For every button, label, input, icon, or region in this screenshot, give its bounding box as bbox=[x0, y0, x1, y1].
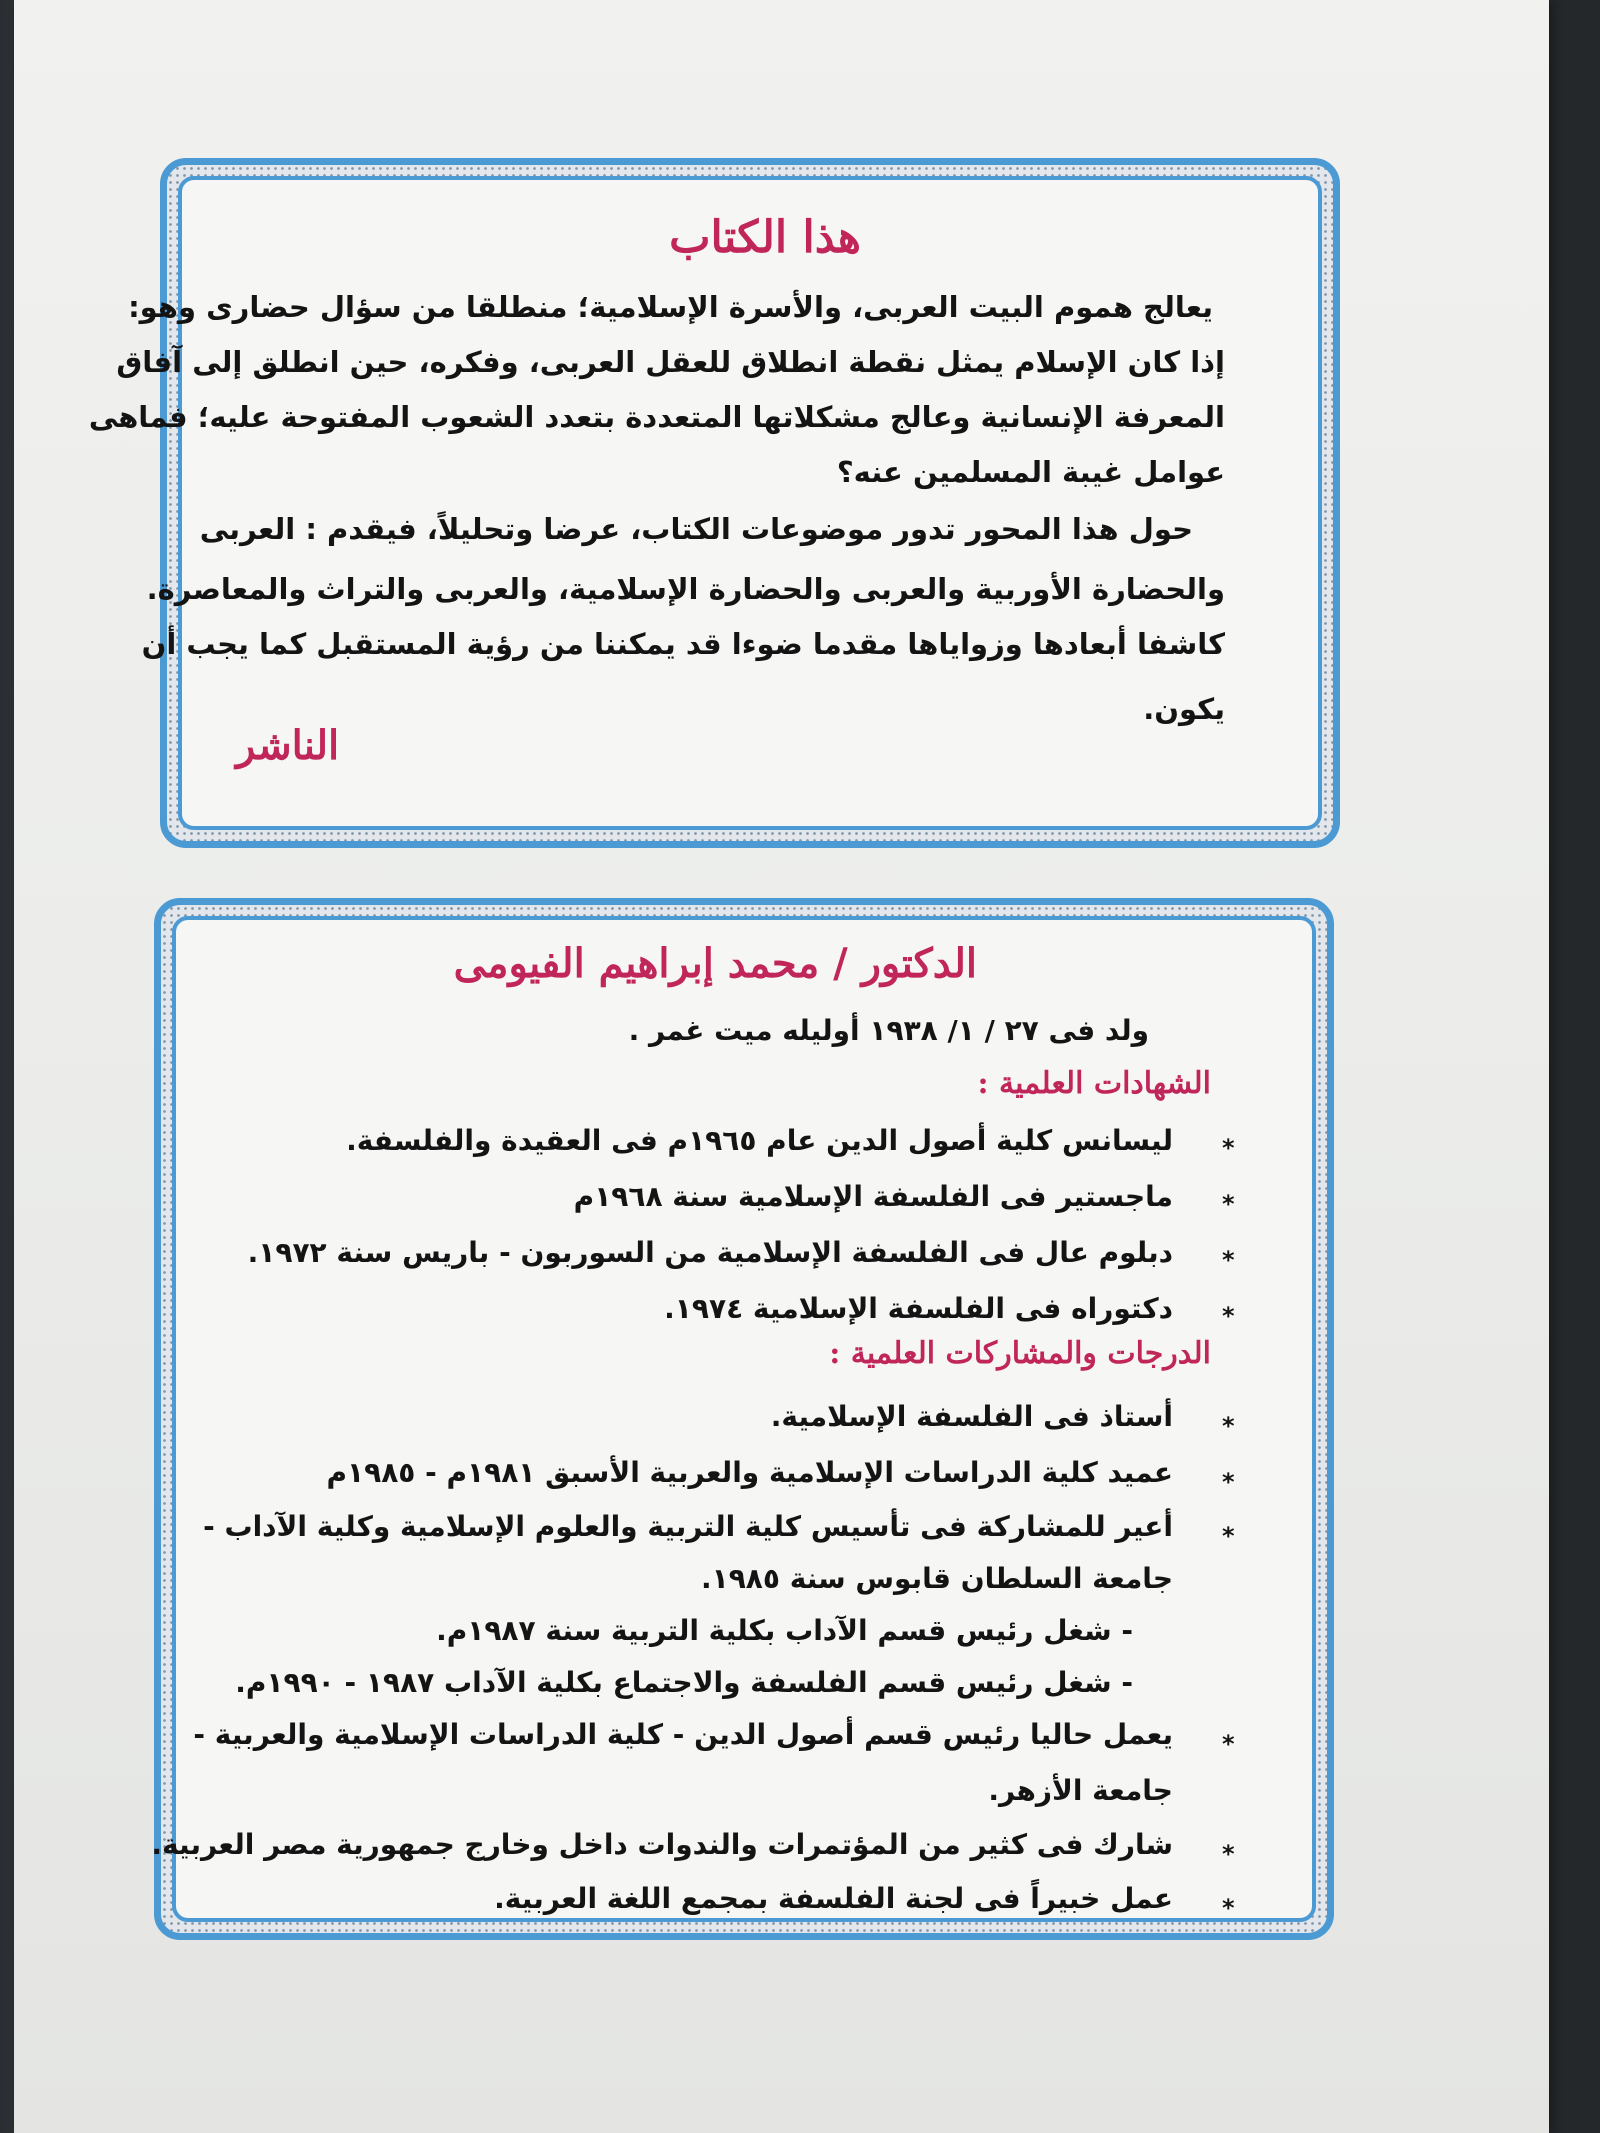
publisher-signature: الناشر bbox=[236, 722, 340, 769]
author-name-title: الدكتور / محمد إبراهيم الفيومى bbox=[453, 940, 977, 987]
rank-item: عمل خبيراً فى لجنة الفلسفة بمجمع اللغة العربية. bbox=[494, 1882, 1173, 1915]
degree-bullet: * bbox=[1222, 1190, 1235, 1218]
degree-bullet: * bbox=[1222, 1246, 1235, 1274]
rank-bullet: * bbox=[1222, 1522, 1235, 1550]
ranks-heading: الدرجات والمشاركات العلمية : bbox=[829, 1336, 1211, 1371]
rank-bullet: * bbox=[1222, 1840, 1235, 1868]
rank-item: يعمل حاليا رئيس قسم أصول الدين - كلية الدراسات الإسلامية والعربية - bbox=[193, 1718, 1173, 1751]
book-section-title: هذا الكتاب bbox=[669, 212, 861, 263]
rank-item: عميد كلية الدراسات الإسلامية والعربية الأسبق ١٩٨١م - ١٩٨٥م bbox=[326, 1456, 1173, 1489]
book-paragraph2-line: والحضارة الأوربية والعربى والحضارة الإسلامية، والعربى والتراث والمعاصرة. bbox=[146, 572, 1225, 606]
degree-item: ماجستير فى الفلسفة الإسلامية سنة ١٩٦٨م bbox=[573, 1180, 1173, 1213]
rank-item-continuation: جامعة الأزهر. bbox=[988, 1774, 1173, 1807]
book-paragraph1-line: يعالج هموم البيت العربى، والأسرة الإسلامية؛ منطلقا من سؤال حضارى وهو: bbox=[128, 290, 1213, 324]
book-paragraph2-line: يكون. bbox=[1143, 692, 1225, 726]
rank-bullet: * bbox=[1222, 1894, 1235, 1922]
rank-subitem: - شغل رئيس قسم الآداب بكلية التربية سنة ١٩٨٧م. bbox=[436, 1614, 1133, 1647]
degrees-heading: الشهادات العلمية : bbox=[977, 1066, 1211, 1101]
rank-item: شارك فى كثير من المؤتمرات والندوات داخل وخارج جمهورية مصر العربية. bbox=[151, 1828, 1173, 1861]
book-paragraph1-line: عوامل غيبة المسلمين عنه؟ bbox=[836, 455, 1225, 489]
rank-bullet: * bbox=[1222, 1412, 1235, 1440]
rank-bullet: * bbox=[1222, 1730, 1235, 1758]
book-description-panel bbox=[178, 176, 1322, 830]
rank-item-continuation: جامعة السلطان قابوس سنة ١٩٨٥. bbox=[700, 1562, 1173, 1595]
rank-item: أعير للمشاركة فى تأسيس كلية التربية والعلوم الإسلامية وكلية الآداب - bbox=[203, 1510, 1173, 1543]
rank-subitem: - شغل رئيس قسم الفلسفة والاجتماع بكلية الآداب ١٩٨٧ - ١٩٩٠م. bbox=[235, 1666, 1133, 1699]
rank-item: أستاذ فى الفلسفة الإسلامية. bbox=[770, 1400, 1173, 1433]
degree-item: دبلوم عال فى الفلسفة الإسلامية من السوربون - باريس سنة ١٩٧٢. bbox=[247, 1236, 1173, 1269]
degree-item: دكتوراه فى الفلسفة الإسلامية ١٩٧٤. bbox=[664, 1292, 1173, 1325]
book-paragraph1-line: إذا كان الإسلام يمثل نقطة انطلاق للعقل العربى، وفكره، حين انطلق إلى آفاق bbox=[116, 345, 1225, 379]
book-back-cover bbox=[14, 0, 1549, 2133]
rank-bullet: * bbox=[1222, 1468, 1235, 1496]
book-paragraph1-line: المعرفة الإنسانية وعالج مشكلاتها المتعددة بتعدد الشعوب المفتوحة عليه؛ فماهى bbox=[88, 400, 1225, 434]
degree-bullet: * bbox=[1222, 1134, 1235, 1162]
book-paragraph2-line: حول هذا المحور تدور موضوعات الكتاب، عرضا وتحليلاً، فيقدم : العربى bbox=[199, 512, 1193, 546]
author-birth-info: ولد فى ٢٧ / ١/ ١٩٣٨ أوليله ميت غمر . bbox=[628, 1014, 1149, 1047]
book-paragraph2-line: كاشفا أبعادها وزواياها مقدما ضوءا قد يمكننا من رؤية المستقبل كما يجب أن bbox=[141, 627, 1225, 661]
degree-bullet: * bbox=[1222, 1302, 1235, 1330]
degree-item: ليسانس كلية أصول الدين عام ١٩٦٥م فى العقيدة والفلسفة. bbox=[346, 1124, 1173, 1157]
